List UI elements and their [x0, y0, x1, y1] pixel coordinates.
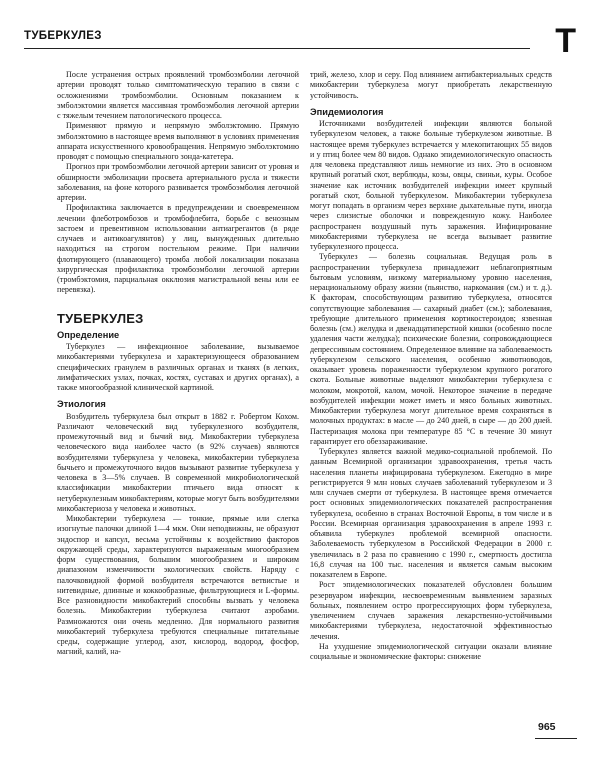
section-letter: Т [555, 22, 576, 60]
paragraph: После устранения острых проявлений тромбоэмболии легочной артерии проводят только симптоматическую терапию в связи с осложнениями тромбоэмболии. Основным показанием к эмболэктомии является массивная тромбоэмболия легочной артерии с тяжелым течением патологического процесса. [57, 70, 299, 120]
paragraph: Профилактика заключается в предупреждении и своевременном лечении флеботромбозов и тромбофлебита, борьбе с венозным застоем и превентивном использовании антиагрегантов (в ряде случаев и антикоагулянтов) у лиц, вынужденных длительно находиться на строгом постельном режиме. При наличии флотирующего (плавающего) тромба любой локализации показана хирургическая профилактика тромбоэмболии легочной артерии (тромбэктомия, парциальная окклюзия магистральной вены или ее перевязка). [57, 203, 299, 295]
header-rule [24, 48, 530, 49]
definition-text: Туберкулез — инфекционное заболевание, вызываемое микобактериями туберкулеза и характеризующееся образованием специфических гранулем в различных органах и тканях (в легких, лимфатических узлах, почках, костях, суставах и других органах), а также многообразной клинической картиной. [57, 342, 299, 392]
article-title: ТУБЕРКУЛЕЗ [57, 310, 144, 326]
paragraph: Туберкулез является важной медико-социальной проблемой. По данным Всемирной организации здравоохранения, третья часть населения планеты инфицирована туберкулезом. Ежегодно в мире регистрируется 9 млн новых случаев заболеваний туберкулезом и 3 млн случаев смерти от туберкулеза. В настоящее время отмечается рост основных эпидемиологических показателей распространения туберкулеза, особенно в странах Восточной Европы, в том числе и в России. Всемирная организация здравоохранения в апреле 1993 г. объявила туберкулез проблемой всемирной опасности. Заболеваемость туберкулезом в Российской Федерации в 2000 г. увеличилась в 2 раза по сравнению с 1990 г., смертность достигла 16,8 случая на 100 тыс. населения и является самым высоким показателем в Европе. [310, 447, 552, 579]
left-column [57, 70, 299, 658]
paragraph: Применяют прямую и непрямую эмболэктомию. Прямую эмболэктомию в настоящее время выполняют в условиях применения аппарата искусственного кровообращения. Непрямую эмболэктомию проводят с помощью специального зонда-катетера. [57, 121, 299, 161]
page-number: 965 [538, 721, 556, 733]
paragraph: На ухудшение эпидемиологической ситуации оказали влияние социальные и экономические факторы: снижение [310, 641, 552, 661]
running-title: ТУБЕРКУЛЕЗ [24, 30, 102, 42]
paragraph: Прогноз при тромбоэмболии легочной артерии зависит от уровня и обширности эмболизации просвета артериального русла и тяжести заболевания, на фоне которого развивается тромбоэмболия легочной артерии. [57, 162, 299, 202]
paragraph: Возбудитель туберкулеза был открыт в 1882 г. Робертом Кохом. Различают человеческий вид туберкулезного возбудителя, промежуточный вид и бычий вид. Микобактерии туберкулеза человеческого вида наиболее часто (в 92% случаев) являются возбудителями туберкулеза у человека, микобактерии туберкулеза бычьего и промежуточного видов вызывают развитие туберкулеза у человека в 3—5% случаев. В современной микробиологической классификации микобактерии птичьего вида относят к нетуберкулезным микобактериям, которые могут быть возбудителями микобактериоза у человека и животных. [57, 411, 299, 513]
etiology-heading: Этиология [57, 399, 106, 410]
page-header [24, 24, 576, 64]
continuation-text: трий, железо, хлор и серу. Под влиянием антибактериальных средств микобактерии туберкулеза могут приобретать лекарственную устойчивость. [310, 70, 552, 100]
page-footer [538, 716, 580, 744]
right-column [310, 70, 552, 662]
epidemiology-heading: Эпидемиология [310, 106, 384, 117]
paragraph: Микобактерии туберкулеза — тонкие, прямые или слегка изогнутые палочки длиной 1—4 мкм. Они неподвижны, не образуют эндоспор и капсул, весьма устойчивы к воздействию факторов окружающей среды, характеризуются выраженным многообразием форм существования, большим многообразием и широким диапазоном изменчивости экологических свойств. Наряду с палочковидной формой возбудителя встречаются ветвистые и нитевидные, длинные и коккообразные, фильтрующиеся и L-формы. Все разновидности микобактерий способны вызвать у человека болезнь. Микобактерии туберкулеза считают аэробами. Размножаются они очень медленно. Для нормального развития микобактерий туберкулеза требуются специальные питательные среды, содержащие углерод, азот, кислород, водород, фосфор, магний, калий, на- [57, 514, 299, 657]
paragraph: Туберкулез — болезнь социальная. Ведущая роль в распространении туберкулеза принадлежит неблагоприятным бытовым условиям, низкому материальному уровню населения, нерациональному образу жизни (пьянство, наркомания (см.) и т. д.). К факторам, способствующим развитию туберкулеза, относятся сопутствующие заболевания — сахарный диабет (см.); заболевания, требующие длительного применения кортикостероидов; язвенная болезнь (см.) желудка и двенадцатиперстной кишки (особенно после удаления части желудка); психические болезни, сопровождающиеся депрессивным состоянием. Определенное влияние на заболеваемость туберкулезом сельского населения, особенно животноводов, оказывает уровень пораженности туберкулезом крупного рогатого скота. Больные животные выделяют микобактерии туберкулеза с молоком, мокротой, калом, мочой. Некоторое значение в передаче возбудителей инфекции может иметь и мясо больных животных. Микобактерии туберкулеза могут длительное время сохраняться в молочных продуктах: в масле — до 240 дней, в сыре — до 200 дней. Пастеризация молока при температуре 85 °С в течение 30 минут гарантирует его обеззараживание. [310, 252, 552, 446]
definition-heading: Определение [57, 329, 120, 340]
footer-rule [535, 738, 577, 739]
paragraph: Источниками возбудителей инфекции являются больной туберкулезом человек, а также больные туберкулезом животные. В настоящее время туберкулез встречается у млекопитающих 55 видов и у птиц более чем 80 видов. Однако эпидемиологическую опасность для человека представляют лишь немногие из них. Это в основном крупный рогатый скот, верблюды, козы, овцы, свиньи, куры. Особое значение как источник возбудителей инфекции имеет крупный рогатый скот, больной туберкулезом. Микобактерии туберкулеза могут попадать в организм через верхние дыхательные пути, иногда через слизистые оболочки и поврежденную кожу. Наиболее распространен воздушный путь заражения. Инфицирование микобактериями туберкулеза не всегда вызывает развитие туберкулезного процесса. [310, 119, 552, 251]
paragraph: Рост эпидемиологических показателей обусловлен большим резервуаром инфекции, несвоевременным выявлением заразных больных, появлением остро прогрессирующих форм туберкулеза, увеличением случаев заражения лекарственно-устойчивыми микобактериями туберкулеза, недостаточной эффективностью лечения. [310, 580, 552, 641]
